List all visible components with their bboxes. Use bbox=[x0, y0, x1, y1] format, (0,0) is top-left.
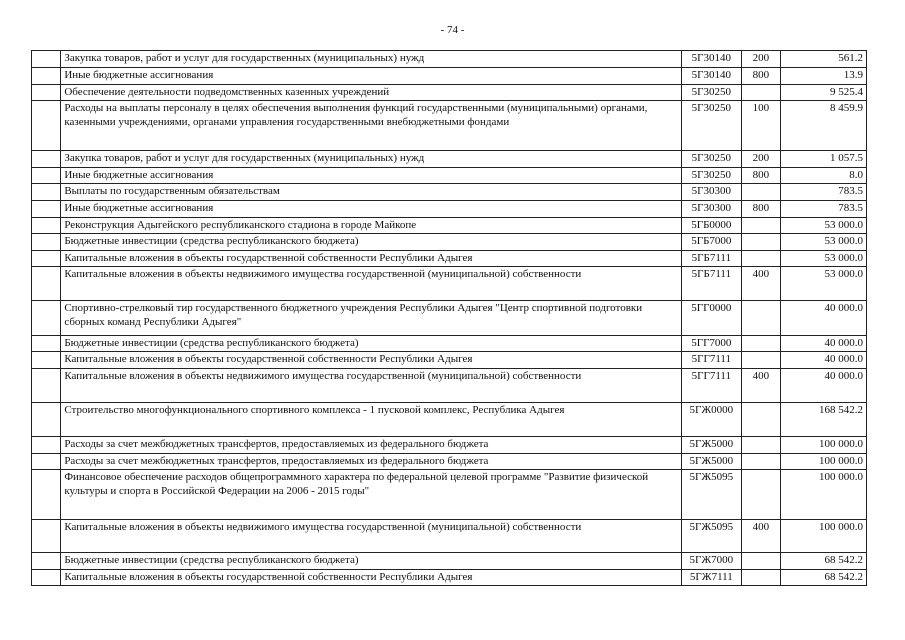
expense-type-cell bbox=[741, 403, 780, 437]
target-code-cell: 5Г30250 bbox=[682, 168, 742, 184]
amount-cell: 9 525.4 bbox=[781, 85, 867, 101]
amount-cell: 53 000.0 bbox=[781, 218, 867, 234]
expense-name-cell: Бюджетные инвестиции (средства республиканского бюджета) bbox=[61, 234, 682, 251]
table-row bbox=[32, 184, 867, 201]
budget-table bbox=[31, 50, 867, 586]
target-code-cell: 5Г30300 bbox=[682, 184, 742, 201]
expense-type-cell bbox=[741, 251, 780, 267]
table-row bbox=[32, 218, 867, 234]
expense-name-cell: Расходы на выплаты персоналу в целях обеспечения выполнения функций государственными (муниципальными) органами, казенными учреждениями, органами управления государственными внебюджетными фондами bbox=[61, 101, 682, 151]
expense-name-cell: Выплаты по государственным обязательствам bbox=[61, 184, 682, 201]
amount-cell: 1 057.5 bbox=[781, 151, 867, 168]
row-index-cell bbox=[32, 85, 61, 101]
expense-type-cell: 200 bbox=[741, 51, 780, 68]
amount-cell: 783.5 bbox=[781, 201, 867, 218]
target-code-cell: 5Г30250 bbox=[682, 85, 742, 101]
target-code-cell: 5ГЖ5095 bbox=[682, 520, 742, 553]
expense-name-cell: Капитальные вложения в объекты государственной собственности Республики Адыгея bbox=[61, 251, 682, 267]
target-code-cell: 5Г30250 bbox=[682, 101, 742, 151]
amount-cell: 53 000.0 bbox=[781, 251, 867, 267]
expense-name-cell: Расходы за счет межбюджетных трансфертов, предоставляемых из федерального бюджета bbox=[61, 437, 682, 454]
budget-table-body bbox=[32, 51, 867, 586]
expense-type-cell: 400 bbox=[741, 267, 780, 301]
target-code-cell: 5ГЖ5000 bbox=[682, 454, 742, 470]
amount-cell: 53 000.0 bbox=[781, 267, 867, 301]
target-code-cell: 5ГБ7111 bbox=[682, 251, 742, 267]
row-index-cell bbox=[32, 201, 61, 218]
table-row bbox=[32, 301, 867, 336]
target-code-cell: 5Г30250 bbox=[682, 151, 742, 168]
expense-type-cell bbox=[741, 336, 780, 352]
table-row bbox=[32, 51, 867, 68]
expense-name-cell: Капитальные вложения в объекты государственной собственности Республики Адыгея bbox=[61, 352, 682, 369]
expense-type-cell bbox=[741, 184, 780, 201]
row-index-cell bbox=[32, 234, 61, 251]
amount-cell: 100 000.0 bbox=[781, 437, 867, 454]
expense-name-cell: Закупка товаров, работ и услуг для государственных (муниципальных) нужд bbox=[61, 51, 682, 68]
row-index-cell bbox=[32, 51, 61, 68]
table-row bbox=[32, 267, 867, 301]
expense-name-cell: Обеспечение деятельности подведомственных казенных учреждений bbox=[61, 85, 682, 101]
amount-cell: 100 000.0 bbox=[781, 470, 867, 520]
amount-cell: 168 542.2 bbox=[781, 403, 867, 437]
amount-cell: 13.9 bbox=[781, 68, 867, 85]
expense-type-cell bbox=[741, 218, 780, 234]
target-code-cell: 5Г30140 bbox=[682, 68, 742, 85]
amount-cell: 40 000.0 bbox=[781, 352, 867, 369]
row-index-cell bbox=[32, 570, 61, 586]
amount-cell: 100 000.0 bbox=[781, 454, 867, 470]
expense-type-cell: 400 bbox=[741, 369, 780, 403]
row-index-cell bbox=[32, 151, 61, 168]
table-row bbox=[32, 168, 867, 184]
table-row bbox=[32, 403, 867, 437]
table-row bbox=[32, 570, 867, 586]
row-index-cell bbox=[32, 184, 61, 201]
target-code-cell: 5ГЖ5095 bbox=[682, 470, 742, 520]
row-index-cell bbox=[32, 403, 61, 437]
amount-cell: 561.2 bbox=[781, 51, 867, 68]
target-code-cell: 5ГЖ7111 bbox=[682, 570, 742, 586]
expense-name-cell: Капитальные вложения в объекты недвижимого имущества государственной (муниципальной) собственности bbox=[61, 267, 682, 301]
expense-name-cell: Бюджетные инвестиции (средства республиканского бюджета) bbox=[61, 553, 682, 570]
table-row bbox=[32, 234, 867, 251]
table-row bbox=[32, 520, 867, 553]
row-index-cell bbox=[32, 437, 61, 454]
row-index-cell bbox=[32, 352, 61, 369]
table-row bbox=[32, 470, 867, 520]
expense-type-cell: 800 bbox=[741, 201, 780, 218]
target-code-cell: 5ГБ7111 bbox=[682, 267, 742, 301]
target-code-cell: 5Г30140 bbox=[682, 51, 742, 68]
expense-name-cell: Капитальные вложения в объекты недвижимого имущества государственной (муниципальной) собственности bbox=[61, 369, 682, 403]
target-code-cell: 5ГЖ0000 bbox=[682, 403, 742, 437]
row-index-cell bbox=[32, 454, 61, 470]
expense-name-cell: Финансовое обеспечение расходов общепрограммного характера по федеральной целевой программе "Развитие физической культуры и спорта в Российской Федерации на 2006 - 2015 годы" bbox=[61, 470, 682, 520]
row-index-cell bbox=[32, 301, 61, 336]
target-code-cell: 5ГБ7000 bbox=[682, 234, 742, 251]
row-index-cell bbox=[32, 336, 61, 352]
table-row bbox=[32, 251, 867, 267]
amount-cell: 53 000.0 bbox=[781, 234, 867, 251]
amount-cell: 40 000.0 bbox=[781, 369, 867, 403]
amount-cell: 40 000.0 bbox=[781, 301, 867, 336]
table-row bbox=[32, 369, 867, 403]
expense-name-cell: Реконструкция Адыгейского республиканского стадиона в городе Майкопе bbox=[61, 218, 682, 234]
expense-name-cell: Капитальные вложения в объекты недвижимого имущества государственной (муниципальной) собственности bbox=[61, 520, 682, 553]
expense-name-cell: Иные бюджетные ассигнования bbox=[61, 168, 682, 184]
expense-name-cell: Строительство многофункционального спортивного комплекса - 1 пусковой комплекс, Республика Адыгея bbox=[61, 403, 682, 437]
amount-cell: 40 000.0 bbox=[781, 336, 867, 352]
row-index-cell bbox=[32, 251, 61, 267]
expense-type-cell bbox=[741, 437, 780, 454]
expense-name-cell: Закупка товаров, работ и услуг для государственных (муниципальных) нужд bbox=[61, 151, 682, 168]
expense-type-cell bbox=[741, 470, 780, 520]
target-code-cell: 5Г30300 bbox=[682, 201, 742, 218]
target-code-cell: 5ГГ7111 bbox=[682, 352, 742, 369]
expense-type-cell bbox=[741, 454, 780, 470]
amount-cell: 68 542.2 bbox=[781, 553, 867, 570]
target-code-cell: 5ГЖ7000 bbox=[682, 553, 742, 570]
target-code-cell: 5ГГ7000 bbox=[682, 336, 742, 352]
row-index-cell bbox=[32, 470, 61, 520]
expense-type-cell bbox=[741, 234, 780, 251]
expense-type-cell bbox=[741, 301, 780, 336]
table-row bbox=[32, 454, 867, 470]
table-row bbox=[32, 336, 867, 352]
table-row bbox=[32, 437, 867, 454]
expense-type-cell bbox=[741, 570, 780, 586]
expense-name-cell: Иные бюджетные ассигнования bbox=[61, 68, 682, 85]
row-index-cell bbox=[32, 101, 61, 151]
amount-cell: 68 542.2 bbox=[781, 570, 867, 586]
row-index-cell bbox=[32, 218, 61, 234]
amount-cell: 8 459.9 bbox=[781, 101, 867, 151]
expense-name-cell: Расходы за счет межбюджетных трансфертов, предоставляемых из федерального бюджета bbox=[61, 454, 682, 470]
expense-type-cell: 100 bbox=[741, 101, 780, 151]
expense-type-cell bbox=[741, 553, 780, 570]
target-code-cell: 5ГГ0000 bbox=[682, 301, 742, 336]
table-row bbox=[32, 68, 867, 85]
expense-name-cell: Иные бюджетные ассигнования bbox=[61, 201, 682, 218]
row-index-cell bbox=[32, 267, 61, 301]
target-code-cell: 5ГГ7111 bbox=[682, 369, 742, 403]
table-row bbox=[32, 85, 867, 101]
table-row bbox=[32, 553, 867, 570]
expense-name-cell: Капитальные вложения в объекты государственной собственности Республики Адыгея bbox=[61, 570, 682, 586]
table-row bbox=[32, 201, 867, 218]
row-index-cell bbox=[32, 520, 61, 553]
page-number: - 74 - bbox=[440, 24, 465, 36]
target-code-cell: 5ГБ0000 bbox=[682, 218, 742, 234]
row-index-cell bbox=[32, 168, 61, 184]
expense-type-cell bbox=[741, 352, 780, 369]
row-index-cell bbox=[32, 369, 61, 403]
amount-cell: 783.5 bbox=[781, 184, 867, 201]
amount-cell: 100 000.0 bbox=[781, 520, 867, 553]
row-index-cell bbox=[32, 553, 61, 570]
expense-type-cell: 400 bbox=[741, 520, 780, 553]
amount-cell: 8.0 bbox=[781, 168, 867, 184]
row-index-cell bbox=[32, 68, 61, 85]
expense-type-cell: 800 bbox=[741, 168, 780, 184]
table-row bbox=[32, 151, 867, 168]
expense-name-cell: Бюджетные инвестиции (средства республиканского бюджета) bbox=[61, 336, 682, 352]
table-row bbox=[32, 352, 867, 369]
table-row bbox=[32, 101, 867, 151]
expense-name-cell: Спортивно-стрелковый тир государственного бюджетного учреждения Республики Адыгея "Центр спортивной подготовки сборных команд Республики Адыгея" bbox=[61, 301, 682, 336]
expense-type-cell: 800 bbox=[741, 68, 780, 85]
expense-type-cell bbox=[741, 85, 780, 101]
target-code-cell: 5ГЖ5000 bbox=[682, 437, 742, 454]
expense-type-cell: 200 bbox=[741, 151, 780, 168]
